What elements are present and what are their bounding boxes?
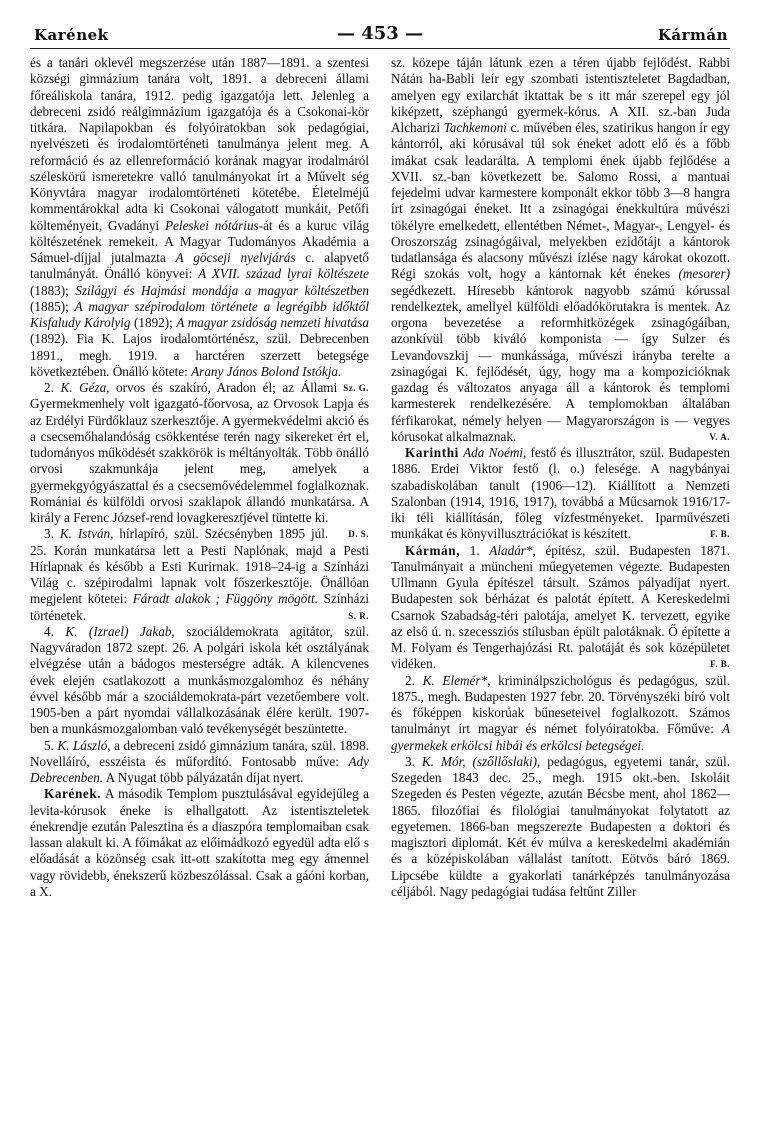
italic-text: Fáradt alakok ; Függöny mögött.	[132, 591, 318, 607]
body-text: 1.	[460, 542, 490, 558]
italic-text: A magyar szépirodalom története a legrégibb időktől Kisfaludy Károlyig	[30, 298, 369, 330]
italic-text: K. István,	[59, 526, 114, 542]
entry-paragraph	[391, 445, 730, 543]
italic-text: Szilágyi és Hajmási mondája a magyar költészetben	[75, 282, 369, 298]
entry-headword: Karinthi	[405, 445, 459, 460]
running-head-left: Karének	[34, 26, 109, 44]
entry-paragraph	[391, 673, 730, 754]
entry-paragraph	[30, 738, 369, 787]
body-text: kriminálpszichológus és pedagógus, szül. 1875., megh. Budapesten 1927 febr. 20. Törvényszéki bíró volt és főképpen kiskorúak bűneseteivel foglalkozott. Számos tanulmányt írt magyar és német folyóiratokba. Főműve:	[391, 672, 730, 737]
body-text: szociáldemokrata agitátor, szül. Nagyváradon 1872 szept. 26. A polgári iskola két osztályának elvégzése után a bádogos mesterségre adták. A kilencvenes évek elején csatlakozott a munkásmozgalomhoz és néhány évvel később már a szociáldemokrata-párt vezetőembere volt. 1905-ben a párt nyomdai vállalkozásának élére került. 1907-ben a munkásmozgalomban való tevékenységét beszüntette.	[30, 623, 369, 737]
body-text: (1885);	[30, 298, 75, 314]
entry-paragraph	[391, 543, 730, 673]
page-number: — 453 —	[336, 23, 424, 44]
body-text: festő és illusztrátor, szül. Budapesten 1886. Erdei Viktor festő (l. o.) felesége. A nagybányai szabadiskolában tanult (1906—12). Kiállított a Nemzeti Szalonban (1914, 1916, 1917), továbbá a Műcsarnok 1916/17-iki téli kiállításán, főleg vízfestményeket. Iparművészeti munkákat és könyvillusztrációkat is készített.	[391, 445, 730, 542]
body-text: 2.	[405, 672, 423, 688]
italic-text: (mesorer)	[678, 266, 730, 282]
body-text: 2.	[44, 380, 61, 395]
text-columns	[30, 55, 730, 900]
entry-paragraph	[30, 526, 369, 624]
right-column	[391, 55, 730, 900]
body-text: 5.	[44, 737, 58, 753]
italic-text: A magyar zsidóság nemzeti hivatása	[176, 315, 369, 330]
author-signature: D. S.	[348, 529, 369, 540]
body-text: sz. közepe táján látunk ezen a téren újabb fejlődést. Rabbi Nátán ha-Babli leír egy szombati istentiszteletet Bagdadban, amelyen egy exilarchát iktattak be s itt már szerepel egy jól kiképzett, széphangú gyermek-kórus. A XII. sz.-ban Juda Alcharizi	[391, 55, 730, 135]
author-signature: S. R.	[348, 610, 369, 621]
italic-text: A göcseji nyelvjárás	[175, 250, 296, 265]
body-text: c. alapvető tanulmányát. Önálló könyvei:	[30, 250, 369, 282]
body-text: 4.	[44, 623, 66, 639]
body-text: hírlapíró, szül. Szécsényben 1895 júl. 25. Korán munkatársa lett a Pesti Naplónak, majd a Pesti Hírlapnak és később a Esti Kurirnak. 1918–24-ig a Színházi Világ c. szépirodalmi lapnak volt főszerkesztője. Önállóan megjelent kötetei:	[30, 526, 369, 607]
italic-text: Peleskei nótárius	[165, 217, 259, 233]
italic-text: Arany János Bolond Istókja.	[191, 363, 342, 379]
italic-text: K. Géza,	[60, 380, 110, 395]
italic-text: Tachkemoni	[443, 120, 507, 135]
body-text: (1892). Fia K. Lajos irodalomtörténész, szül. Debrecenben 1891., megh. 1919. a harctéren szerzett betegsége következtében. Önálló kötete:	[30, 331, 369, 379]
italic-text: K. László,	[57, 737, 111, 753]
entry-paragraph	[30, 786, 369, 900]
body-text: Színházi történetek.	[30, 591, 369, 623]
left-column	[30, 55, 369, 900]
italic-text: A gyermekek erkölcsi hibái és erkölcsi betegségei.	[391, 721, 730, 753]
body-text: orvos és szakíró, Aradon él; az Állami Gyermekmenhely volt igazgató-főorvosa, az Orvosok Lapja és az Erdélyi Fürdőklauz szerkesztője. A gyermekvédelmi akció és a csecsemőhalandóság csökkentése terén nagy sikereket ért el, tudományos működését szakkörök is méltányolták. Több önálló orvosi szakmunkája jelent meg, amelyek a gyermekgyógyászattal és a csecsemővédelemmel foglalkoznak. Romániai és külföldi orvosi szaklapok állandó munkatársa. A király a Ferenc József-rend lovagkeresztjével tüntette ki.	[30, 380, 369, 525]
author-signature: V. A.	[709, 431, 730, 442]
entry-headword: Karének.	[44, 786, 102, 802]
entry-paragraph	[391, 55, 730, 445]
italic-text: K. (Izrael) Jakab,	[65, 623, 175, 639]
body-text: A Nyugat több pályázatán díjat nyert.	[103, 770, 304, 785]
author-signature: F. B.	[710, 529, 730, 540]
body-text: 3.	[44, 526, 60, 542]
italic-text: A XVII. század lyrai költészete	[198, 266, 370, 282]
author-signature: Sz. G.	[343, 383, 369, 393]
italic-text: K. Mór, (szőllőslaki),	[421, 753, 541, 769]
body-text: a debreceni zsidó gimnázium tanára, szül. 1898. Novelláíró, esszéista és műfordító. Fontosabb műve:	[30, 737, 370, 769]
italic-text: K. Elemér*,	[422, 672, 491, 688]
italic-text: Ada Noémi,	[463, 445, 527, 460]
body-text: és a tanári oklevél megszerzése után 1887—1891. a szentesi községi gimnázium tanára volt, 1891. a debreceni állami főreáliskola tanára, 1912. pedig igazgatója lett. Jelenleg a debreceni zsidó reálgimnázium igazgatója és a Csokonai-kör titkára. Napilapokban és folyóiratokban sok pedagógiai, nyelvészeti és irodalomtörténeti tanulmánya jelent meg. A reformáció és az ellenreformáció korának magyar irodalmáról széleskörű ismeretekre valló tanulmányokat írt a Művelt ség Könyvtára magyar irodalomtörténeti kötetébe. Életelméjű kommentárokkal adta ki Csokonai válogatott munkáit, Petőfi költeményeit, Gvadányi	[30, 55, 369, 233]
body-text: pedagógus, egyetemi tanár, szül. Szegeden 1843 dec. 25., megh. 1915 okt.-ben. Iskoláit Szegeden és Pesten végezte, azután Bécsbe ment, ahol 1862—1865. filozófiai és filológiai tanulmányokat folytatott az egyetemen. 1866-ban megszerezte Budapesten a doktori és magisztori diplomát. Két év múlva a kereskedelmi akadémián és a középiskolában vállalást tanított. Eötvös báró 1869. Lipcsébe küldte a gyakorlati tanárképzés tanulmányozása céljából. Nagy pedagógiai tudása feltűnt Ziller	[391, 753, 730, 899]
body-text: c. művében éles, szatirikus hangon ír egy kántorról, aki kórusával túl sok éneket adott elő és a főbb imákat csak leadarálta. A templomi ének újabb fejlődése a XVII. sz.-ban következett be. Salomo Rossi, a mantuai fejedelmi udvar karmestere komponált ekkor több 3—8 hangra írt zsinagógai éneket. Itt a zsinagógai énekkultúra művészi tökélyre emelkedett, ellentétben Német-, Magyar-, Lengyel- és Oroszország zsinagógáival, melyekben ezidőtájt a kántorok tudatlansága és alacsony művészi ízlése nagy károkat okozott. Régi szokás volt, hogy a kántornak két énekes	[391, 120, 731, 282]
entry-paragraph	[30, 624, 369, 738]
body-text: -át és a kuruc világ költészetének remekeit. A Magyar Tudományos Akadémia a Sámuel-díjjal jutalmazta	[30, 217, 369, 265]
body-text: építész, szül. Budapesten 1871. Tanulmányait a müncheni műegyetemen végezte. Budapesten Ullmann Gyula építészel társult. Számos pályadíjat nyert. Budapesten sok bérházat és palotát épített. A Kereskedelmi Csarnok Szabadság-téri palotája, amelyet K. tervezett, egyike az első ú. n. szecessziós stílusban épült palotáknak. Ő építette a M. Folyam és Tengerhajózási Rt. palotáját és sok középületet vidéken.	[391, 542, 730, 672]
body-text: A második Templom pusztulásával egyidejűleg a levita-kórusok éneke is elhallgatott. Az istentiszteletek énekrendje ezután Palesztina és a diaszpóra templomaiban csak lassan alakult ki. A főimákat az előimádkozó egyedül adta elő s előadását a közönség csak itt-ott szakította meg egy ámennel vagy rövidebb, énekszerű közbeszólással. Csak a gáóni korban, a X.	[30, 786, 369, 899]
author-signature: F. B.	[710, 659, 730, 670]
running-head	[30, 18, 730, 49]
entry-paragraph	[391, 754, 730, 900]
body-text: 3.	[405, 753, 422, 769]
italic-text: Aladár*,	[489, 542, 536, 558]
body-text: (1892);	[130, 315, 177, 330]
running-head-right: Kármán	[657, 26, 728, 44]
body-text: segédkezett. Híresebb kántorok nagyobb számú kórussal rendelkeztek, amellyel külföldi előadókörutakra is mentek. Az orgona bevezetése a reformhitközégek zsinagógáiban, azonkívül több kiváló komponista — így Sulzer és Levandovszkij — munkássága, művészi irányba terelte a zsinagógai K. fejlődését, úgy, hogy ma a kompozicióknak gazdag és változatos anyaga áll a kántorok és templomi karmesterek rendelkezésére. A templomokban általában férfikarokat, némely helyen — Magyarországon is — vegyes kórusokat alkalmaznak.	[391, 282, 730, 444]
italic-text: Ady Debrecenben.	[30, 753, 369, 785]
body-text: (1883);	[30, 282, 76, 298]
entry-headword: Kármán,	[405, 542, 461, 558]
